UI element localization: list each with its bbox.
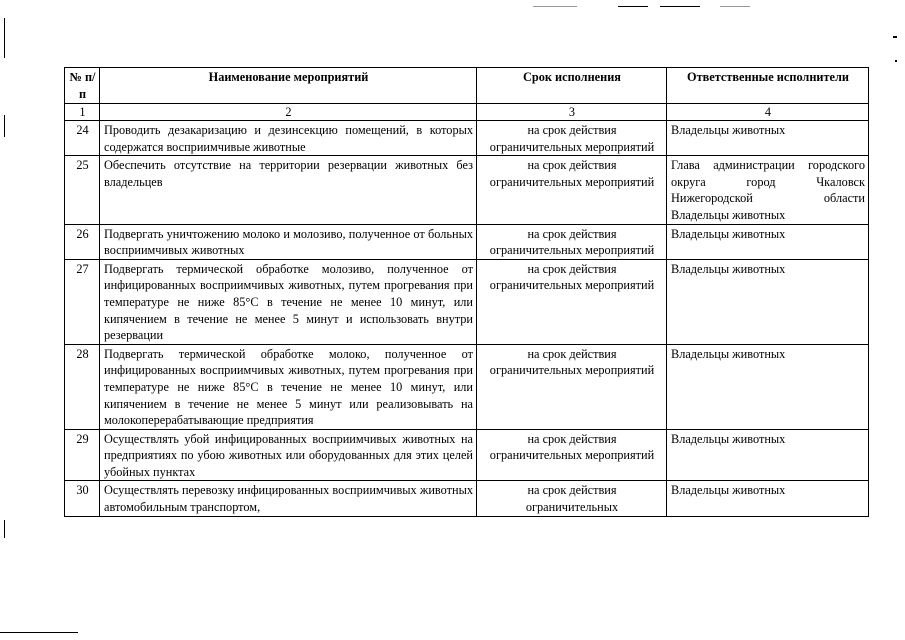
responsible-line: Владельцы животных bbox=[671, 123, 786, 137]
responsible-line: Владельцы животных bbox=[671, 483, 786, 498]
scan-mark-left-1 bbox=[4, 18, 5, 58]
row-num: 27 bbox=[65, 259, 100, 344]
responsible-line: Глава администрации городского округа город Чкаловск Нижегородской области bbox=[671, 158, 865, 206]
row-responsible bbox=[667, 481, 869, 516]
row-action: Подвергать термической обработке молозиво, полученное от инфицированных восприимчивых животных, путем прогревания при температуре не ниже 85°С в течение не менее 10 минут, или кипячением в течение не менее 5 минут и использовать внутри резервации bbox=[100, 259, 477, 344]
scan-mark-left-2 bbox=[4, 115, 5, 137]
scan-mark-right-1 bbox=[893, 36, 897, 38]
row-action: Осуществлять убой инфицированных восприимчивых животных на предприятиях по убою животных или оборудованных для этих целей убойных пунктах bbox=[100, 429, 477, 481]
row-num: 28 bbox=[65, 344, 100, 429]
row-num: 30 bbox=[65, 481, 100, 516]
row-action: Осуществлять перевозку инфицированных восприимчивых животных автомобильным транспортом, bbox=[100, 481, 477, 516]
scan-mark-top-2 bbox=[618, 6, 648, 7]
row-responsible bbox=[667, 344, 869, 429]
scan-mark-top-3 bbox=[660, 6, 700, 7]
row-action: Подвергать термической обработке молоко, полученное от инфицированных восприимчивых животных, путем прогревания при температуре не ниже 85°С в течение не менее 10 минут, или кипячением в течение не менее 5 минут или реализовывать на молокоперерабатывающие предприятия bbox=[100, 344, 477, 429]
scan-mark-top-1 bbox=[533, 6, 577, 7]
row-term: на срок действия ограничительных мероприятий bbox=[477, 121, 667, 156]
table-row bbox=[65, 156, 869, 224]
column-number-row bbox=[65, 104, 869, 121]
row-term: на срок действия ограничительных bbox=[477, 481, 667, 516]
row-action: Подвергать уничтожению молоко и молозиво, полученное от больных восприимчивых животных bbox=[100, 224, 477, 259]
responsible-line: Владельцы животных bbox=[671, 261, 786, 276]
row-term: на срок действия ограничительных мероприятий bbox=[477, 156, 667, 224]
row-num: 24 bbox=[65, 121, 100, 156]
row-responsible bbox=[667, 224, 869, 259]
row-term: на срок действия ограничительных мероприятий bbox=[477, 224, 667, 259]
scan-mark-top-4 bbox=[720, 6, 750, 7]
table-row bbox=[65, 481, 869, 516]
row-action: Обеспечить отсутствие на территории резервации животных без владельцев bbox=[100, 156, 477, 224]
row-term: на срок действия ограничительных мероприятий bbox=[477, 259, 667, 344]
row-action: Проводить дезакаризацию и дезинсекцию помещений, в которых содержатся восприимчивые животные bbox=[100, 121, 477, 156]
row-term: на срок действия ограничительных мероприятий bbox=[477, 344, 667, 429]
row-term: на срок действия ограничительных мероприятий bbox=[477, 429, 667, 481]
table-row bbox=[65, 344, 869, 429]
row-responsible bbox=[667, 429, 869, 481]
table-row bbox=[65, 121, 869, 156]
table-row bbox=[65, 429, 869, 481]
measures-table bbox=[64, 67, 869, 517]
responsible-line: Владельцы животных bbox=[671, 207, 786, 222]
responsible-line: Владельцы животных bbox=[671, 431, 786, 446]
responsible-line: Владельцы животных bbox=[671, 226, 786, 241]
row-responsible bbox=[667, 259, 869, 344]
scan-mark-right-2 bbox=[895, 60, 897, 62]
column-number: 2 bbox=[100, 104, 477, 121]
table-row bbox=[65, 224, 869, 259]
header-responsible: Ответственные исполнители bbox=[667, 68, 869, 104]
header-num: № п/п bbox=[65, 68, 100, 104]
column-number: 3 bbox=[477, 104, 667, 121]
row-responsible bbox=[667, 121, 869, 156]
column-number: 4 bbox=[667, 104, 869, 121]
scan-mark-left-3 bbox=[4, 520, 5, 538]
table-row bbox=[65, 259, 869, 344]
table-header-row bbox=[65, 68, 869, 104]
responsible-line: Владельцы животных bbox=[671, 346, 786, 361]
scan-mark-bottom-1 bbox=[0, 632, 78, 633]
header-term: Срок исполнения bbox=[477, 68, 667, 104]
header-action: Наименование мероприятий bbox=[100, 68, 477, 104]
row-responsible bbox=[667, 156, 869, 224]
row-num: 25 bbox=[65, 156, 100, 224]
column-number: 1 bbox=[65, 104, 100, 121]
row-num: 26 bbox=[65, 224, 100, 259]
row-num: 29 bbox=[65, 429, 100, 481]
